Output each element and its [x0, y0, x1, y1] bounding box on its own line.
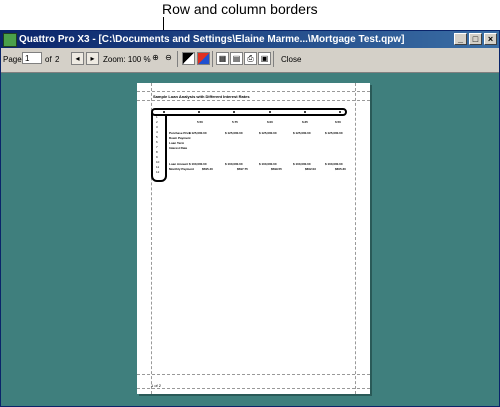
close-window-button[interactable]: ×: [484, 33, 497, 45]
sheet-title: Sample Loan Analysis with Different Interest Rates: [153, 94, 250, 99]
zoom-in-icon[interactable]: ⊕: [152, 53, 159, 62]
zoom-out-icon[interactable]: ⊖: [165, 53, 172, 62]
page-footer: 1 of 2: [151, 383, 162, 388]
margin-guide-right[interactable]: [355, 83, 356, 394]
of-label: of: [45, 55, 52, 64]
title-bar[interactable]: [1, 31, 499, 48]
zoom-label: Zoom: 100 %: [103, 55, 151, 64]
previous-page-icon[interactable]: ◂: [71, 52, 84, 65]
page-label: Page: [3, 55, 22, 64]
footer-guide[interactable]: [137, 374, 370, 375]
window-title: Quattro Pro X3 - [C:\Documents and Settings\Elaine Marme...\Mortgage Test.qpw]: [19, 34, 405, 45]
print-options-icon[interactable]: ⎙: [244, 52, 257, 65]
page-number-input[interactable]: 1: [22, 52, 42, 64]
preview-page: Sample Loan Analysis with Different Interest Rates 1 2 3 4 5 6 7 8 9 10 11 12 5.50 5.75 6.00 6.25 6.50 Purchase Price $ 125,000.00 $ 125,000.00 $ 125,000.00 $ 125,000.00 $ 125,000.00 Down Payment Loan Term Interest Rate Loan Amount $ 100,000.00 $ 100,000.00 $ 100,000.00 $ 100,000.00 $ 100,000.00 Monthly Payment $595.40 $597.75 $599.55 $602.03 $605.30 1 of 2: [137, 83, 370, 394]
next-page-icon[interactable]: ▸: [86, 52, 99, 65]
margins-icon[interactable]: ▦: [216, 52, 229, 65]
callout-label: Row and column borders: [162, 1, 318, 17]
app-window: [0, 30, 500, 407]
close-button[interactable]: Close: [281, 55, 302, 64]
print-icon[interactable]: ▣: [258, 52, 271, 65]
color-icon[interactable]: [197, 52, 210, 65]
total-pages: 2: [55, 55, 60, 64]
app-icon: [3, 33, 17, 47]
minimize-button[interactable]: _: [454, 33, 467, 45]
maximize-button[interactable]: □: [469, 33, 482, 45]
black-white-icon[interactable]: [182, 52, 195, 65]
page-setup-icon[interactable]: ▤: [230, 52, 243, 65]
row-border: 1 2 3 4 5 6 7 8 9 10 11 12: [151, 108, 167, 182]
margin-guide-bottom[interactable]: [137, 388, 370, 389]
column-border: [151, 108, 347, 116]
margin-guide-top[interactable]: [137, 91, 370, 92]
print-preview-toolbar: [1, 48, 499, 73]
header-guide[interactable]: [137, 100, 370, 101]
